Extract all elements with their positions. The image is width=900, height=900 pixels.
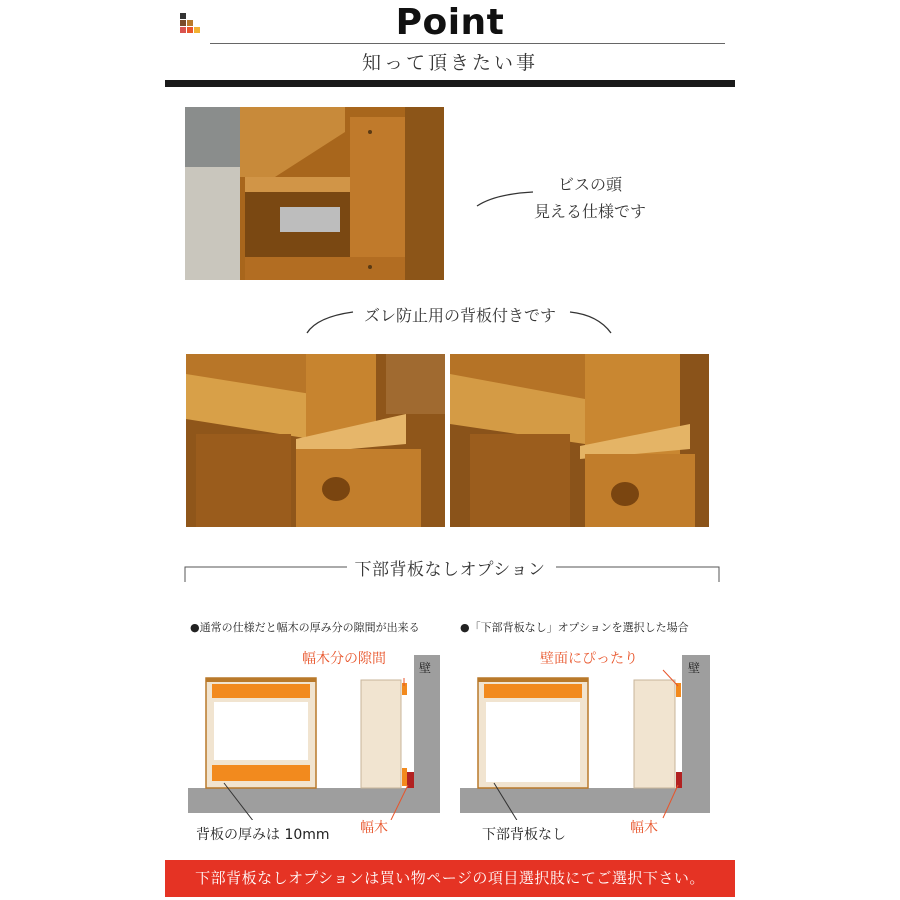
left-diagram-note: ●通常の仕様だと幅木の厚み分の隙間が出来る [190, 621, 420, 634]
right-diagram-note: ●「下部背板なし」オプションを選択した場合 [460, 621, 689, 634]
page-title: Point [395, 2, 505, 43]
option-section-title-text: 下部背板なしオプション [347, 560, 554, 580]
back-panel-caption: ズレ防止用の背板付きです [363, 306, 556, 325]
right-wall-label: 壁 [688, 661, 701, 675]
screw-caption-line2: 見える仕様です [533, 202, 646, 221]
shelf-screw-photo [185, 107, 444, 280]
right-baseboard-label: 幅木 [630, 820, 658, 836]
standard-spec-diagram [186, 650, 446, 820]
screw-caption-line1: ビスの頭 [557, 175, 622, 194]
no-back-panel-label: 下部背板なし [482, 827, 566, 843]
caption-swoosh-right [568, 307, 613, 335]
back-panel-photo-right [450, 354, 709, 527]
back-thickness-label: 背板の厚みは 10mm [196, 827, 330, 843]
flush-label: 壁面にぴったり [540, 651, 638, 667]
option-section-title [0, 555, 900, 580]
back-panel-photo-left [186, 354, 445, 527]
page-subtitle: 知って頂きたい事 [361, 52, 538, 74]
gap-label: 幅木分の隙間 [302, 651, 386, 667]
left-baseboard-label: 幅木 [360, 820, 388, 836]
no-back-panel-diagram [458, 650, 713, 820]
left-wall-label: 壁 [419, 661, 432, 675]
title-divider [210, 43, 725, 44]
header-bar [165, 80, 735, 87]
option-footer-banner: 下部背板なしオプションは買い物ページの項目選択肢にてご選択下さい。 [165, 860, 735, 897]
caption-swoosh-left [305, 307, 355, 335]
